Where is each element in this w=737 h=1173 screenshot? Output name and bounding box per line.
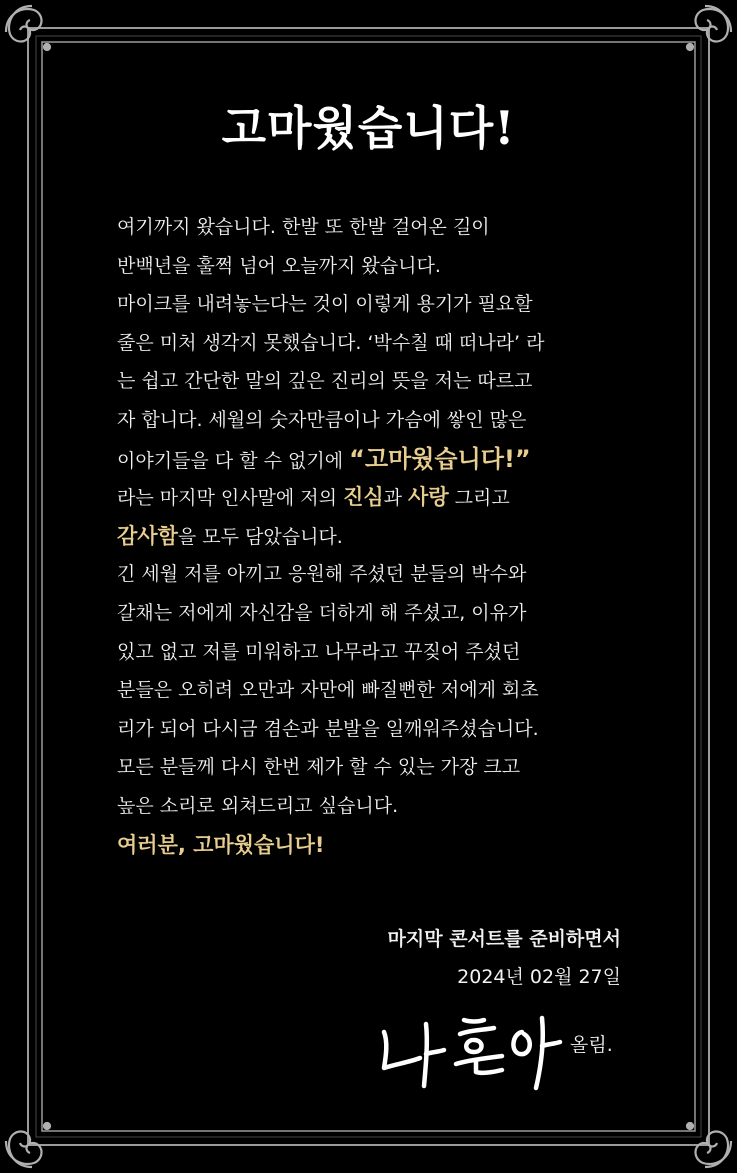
- letter-line: [117, 401, 617, 440]
- letter-line: [117, 324, 617, 363]
- signature-suffix: 올림.: [570, 1034, 613, 1056]
- line-text: 자 합니다. 세월의 숫자만큼이나 가슴에 쌓인 많은: [117, 408, 527, 431]
- letter-line: [117, 478, 617, 517]
- closing-note: 마지막 콘서트를 준비하면서: [387, 928, 621, 950]
- letter-line: [117, 440, 617, 479]
- letter-line: [117, 671, 617, 710]
- line-text: 이야기들을 다 할 수 없기에: [117, 449, 350, 472]
- line-text: 과: [383, 487, 409, 510]
- line-text: 마이크를 내려놓는다는 것이 이렇게 용기가 필요할: [117, 293, 533, 316]
- letter-line: [117, 247, 617, 286]
- line-text: 을 모두 담았습니다.: [177, 525, 343, 548]
- line-text: 는 쉽고 간단한 말의 깊은 진리의 뜻을 저는 따르고: [117, 370, 533, 393]
- line-text: 있고 없고 저를 미워하고 나무라고 꾸짖어 주셨던: [117, 640, 521, 663]
- letter-line: [117, 285, 617, 324]
- line-text: 반백년을 훌쩍 넘어 오늘까지 왔습니다.: [117, 254, 441, 277]
- highlighted-text: 사랑: [408, 485, 449, 510]
- line-text: 줄은 미처 생각지 못했습니다. ‘박수칠 때 떠나라’ 라: [117, 331, 545, 354]
- letter-line: [117, 208, 617, 247]
- handwritten-signature: [376, 1012, 566, 1092]
- letter-line: [117, 594, 617, 633]
- line-text: 갈채는 저에게 자신감을 더하게 해 주셨고, 이유가: [117, 601, 527, 624]
- letter-body: [117, 208, 617, 864]
- letter-line: [117, 555, 617, 594]
- letter-line: [117, 362, 617, 401]
- line-text: 그리고: [448, 487, 510, 510]
- highlighted-text: “고마웠습니다!”: [349, 444, 531, 473]
- letter-date: 2024년 02월 27일: [457, 966, 621, 988]
- line-text: 리가 되어 다시금 겸손과 분발을 일깨워주셨습니다.: [117, 717, 539, 740]
- highlighted-text: 여러분, 고마웠습니다!: [117, 832, 325, 857]
- letter-line: [117, 826, 617, 865]
- highlighted-text: 감사함: [117, 523, 178, 548]
- letter-title: 고마웠습니다!: [221, 101, 516, 155]
- line-text: 분들은 오히려 오만과 자만에 빠질뻔한 저에게 회초: [117, 679, 539, 702]
- letter-line: [117, 517, 617, 556]
- line-text: 모든 분들께 다시 한번 제가 할 수 있는 가장 크고: [117, 756, 521, 779]
- highlighted-text: 진심: [343, 485, 384, 510]
- line-text: 라는 마지막 인사말에 저의: [117, 487, 344, 510]
- letter-line: [117, 787, 617, 826]
- letter-line: [117, 710, 617, 749]
- line-text: 긴 세월 저를 아끼고 응원해 주셨던 분들의 박수와: [117, 563, 527, 586]
- line-text: 여기까지 왔습니다. 한발 또 한발 걸어온 길이: [117, 216, 490, 238]
- letter-line: [117, 748, 617, 787]
- letter-line: [117, 633, 617, 672]
- line-text: 높은 소리로 외쳐드리고 싶습니다.: [117, 794, 399, 817]
